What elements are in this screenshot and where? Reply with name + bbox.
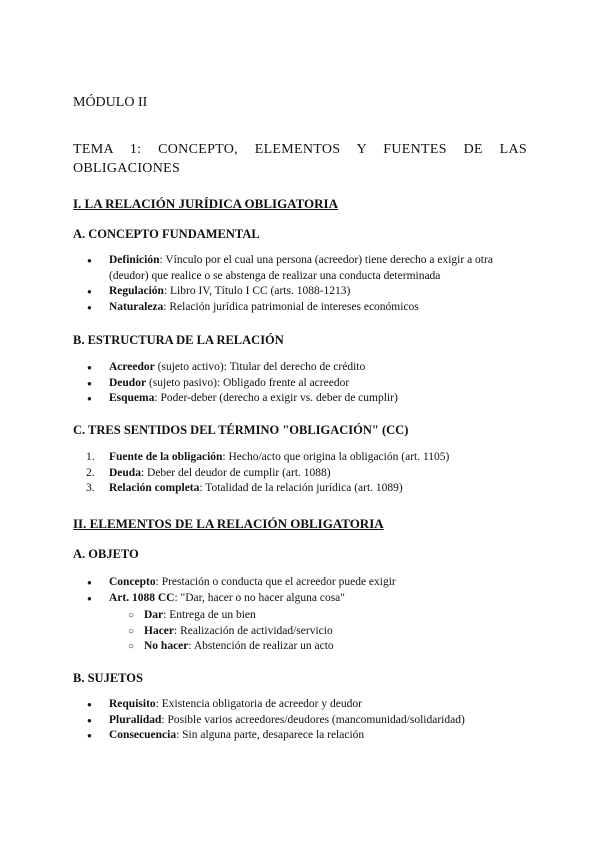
item-number: 3. (86, 482, 95, 494)
list-item (73, 360, 527, 376)
list-item (73, 253, 527, 284)
list-item (73, 575, 527, 591)
tema-title-line2: OBLIGACIONES (73, 161, 181, 176)
item-term: Naturaleza (109, 300, 164, 313)
item-text: : Vínculo por el cual una persona (acreedor) tiene derecho a exigir a otra (deudor) que realice o se abstenga de realizar una conducta determinada (109, 254, 493, 282)
item-text: : Posible varios acreedores/deudores (mancomunidad/solidaridad) (161, 713, 465, 726)
item-term: Pluralidad (109, 713, 162, 726)
item-text: : Abstención de realizar un acto (188, 640, 334, 652)
section1-subC-list (73, 450, 527, 497)
list-item (73, 450, 527, 466)
section2-subB-title: B. SUJETOS (73, 671, 143, 685)
list-item (73, 481, 527, 497)
item-text: (sujeto activo): Titular del derecho de crédito (154, 361, 366, 373)
item-text: (sujeto pasivo): Obligado frente al acreedor (146, 376, 350, 389)
item-term: Deuda (109, 466, 141, 479)
section1-title: I. LA RELACIÓN JURÍDICA OBLIGATORIA (73, 196, 338, 211)
item-term: Deudor (109, 376, 147, 389)
tema-title (73, 140, 527, 178)
item-term: Regulación (109, 285, 164, 297)
item-text: : Relación jurídica patrimonial de intereses económicos (163, 300, 419, 313)
item-term: No hacer (144, 640, 189, 652)
item-text: : Poder-deber (derecho a exigir vs. deber de cumplir) (154, 392, 398, 404)
sublist-item (73, 624, 527, 640)
sublist-item (73, 639, 527, 655)
list-item (73, 300, 527, 316)
item-text: : Deber del deudor de cumplir (art. 1088) (140, 466, 331, 479)
item-term: Art. 1088 CC (109, 591, 175, 604)
section2-subA-title: A. OBJETO (73, 547, 139, 561)
list-item (73, 466, 527, 482)
item-number: 1. (86, 451, 95, 463)
item-text: : Existencia obligatoria de acreedor y deudor (155, 698, 362, 710)
item-term: Dar (144, 609, 164, 621)
item-term: Concepto (109, 576, 156, 588)
item-term: Definición (109, 254, 160, 266)
item-text: : Prestación o conducta que el acreedor puede exigir (155, 576, 396, 588)
section1-subB-title: B. ESTRUCTURA DE LA RELACIÓN (73, 333, 284, 347)
item-term: Relación completa (109, 482, 200, 494)
item-text: : Realización de actividad/servicio (174, 624, 333, 637)
item-text: : Sin alguna parte, desaparece la relación (176, 729, 365, 741)
item-term: Consecuencia (109, 729, 177, 741)
item-term: Acreedor (109, 361, 155, 373)
sublist-item (73, 608, 527, 624)
section1-subC-title: C. TRES SENTIDOS DEL TÉRMINO "OBLIGACIÓN" (CC) (73, 423, 409, 437)
list-item (73, 697, 527, 713)
section2-title: II. ELEMENTOS DE LA RELACIÓN OBLIGATORIA (73, 516, 384, 531)
list-item (73, 284, 527, 300)
item-text: : Libro IV, Título I CC (arts. 1088-1213) (163, 285, 351, 297)
item-term: Esquema (109, 392, 155, 404)
item-text: : "Dar, hacer o no hacer alguna cosa" (174, 591, 345, 604)
list-item (73, 713, 527, 729)
module-title: MÓDULO II (73, 95, 148, 110)
section1-subB-list (73, 360, 527, 407)
item-term: Hacer (144, 624, 175, 637)
list-item (73, 391, 527, 407)
list-item (73, 376, 527, 392)
list-item (73, 728, 527, 744)
section1-subA-list (73, 253, 527, 315)
item-term: Fuente de la obligación (109, 451, 223, 463)
item-number: 2. (86, 466, 95, 479)
section2-subA-sublist (73, 608, 527, 655)
section1-subA-title: A. CONCEPTO FUNDAMENTAL (73, 227, 260, 241)
item-text: : Totalidad de la relación jurídica (art. 1089) (199, 482, 403, 494)
item-text: : Entrega de un bien (163, 609, 256, 621)
item-text: : Hecho/acto que origina la obligación (art. 1105) (222, 451, 450, 463)
list-item (73, 591, 527, 607)
section2-subB-list (73, 697, 527, 744)
section2-subA-list (73, 575, 527, 606)
item-term: Requisito (109, 698, 156, 710)
tema-title-line1: TEMA 1: CONCEPTO, ELEMENTOS Y FUENTES DE LAS (73, 142, 527, 157)
